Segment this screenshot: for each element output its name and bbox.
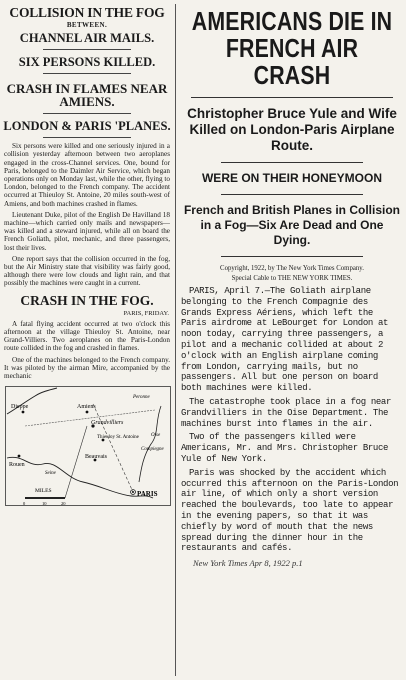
- map-label-thieuloy: Thieuloy St. Antoine: [97, 435, 139, 441]
- divider: [43, 137, 131, 138]
- left-headline-6: CRASH IN THE FOG.: [20, 292, 154, 308]
- right-paragraph-4: Paris was shocked by the accident which occurred this afternoon on the Paris-London air line, of which only a short version reached the boulevards, too late to appear in the evening papers, so that it was chiefly by word of mouth that the news spread during the dinner hour in the restaurants and cafés.: [181, 467, 399, 554]
- right-deck-3: French and British Planes in Collision in a Fog—Six Are Dead and One Dying.: [183, 203, 401, 247]
- divider: [191, 97, 393, 98]
- divider: [221, 256, 363, 257]
- copyright-line: Copyright, 1922, by The New York Times Company.: [220, 265, 364, 272]
- map-label-beauvais: Beauvais: [85, 454, 107, 461]
- column-divider: [175, 4, 176, 676]
- left-headline-3: SIX PERSONS KILLED.: [18, 54, 156, 69]
- left-headline-2: CHANNEL AIR MAILS.: [19, 30, 155, 45]
- left-between: BETWEEN.: [66, 21, 108, 30]
- map-label-oise: Oise: [151, 433, 161, 439]
- left-paragraph-5: One of the machines belonged to the French company. It was piloted by the airman Mire, accompanied by the mechanic: [4, 355, 170, 381]
- map-label-miles: MILES: [35, 488, 52, 495]
- left-paragraph-4: A fatal flying accident occurred at two o'clock this afternoon at the village Thieuloy St. Antoine, near Grand-Villiers. Two aeroplanes on the Paris-London route collided in the fog and crashed in flames.: [4, 319, 170, 353]
- right-paragraph-3: Two of the passengers killed were Americans, Mr. and Mrs. Christopher Bruce Yule of New York.: [181, 432, 389, 464]
- left-headline: COLLISION IN THE FOG: [9, 5, 165, 20]
- map-label-dieppe: Dieppe: [11, 404, 29, 411]
- source-caption: New York Times Apr 8, 1922 p.1: [193, 558, 303, 569]
- map-label-grandvilliers: Grandvilliers: [91, 420, 124, 427]
- map-label-seine: Seine: [45, 471, 56, 477]
- right-paragraph-2: The catastrophe took place in a fog near Grandvilliers in the Oise Department. The machines burst into flames in the air.: [181, 396, 392, 429]
- map-scale-0: 0: [23, 501, 26, 507]
- map-label-paris: PARIS: [137, 490, 158, 499]
- map-scale-20: 20: [61, 501, 66, 507]
- map-label-rouen: Rouen: [9, 462, 25, 469]
- left-headline-4: CRASH IN FLAMES NEAR AMIENS.: [6, 80, 168, 110]
- divider: [221, 194, 363, 195]
- right-article-column: [181, 2, 403, 678]
- right-paragraph-1: PARIS, April 7.—The Goliath airplane belonging to the French Compagnie des Grands Express Aériens, which left the Paris airdrome at LeBourget for London at noon today, carrying three passengers, a pilot and a mechanic collided at about 2 o'clock with an English airplane coming from London, carrying mails, but no passengers. All but one person on board both machines were killed.: [181, 286, 389, 394]
- left-headline-5: LONDON & PARIS 'PLANES.: [3, 119, 171, 134]
- map-label-peronne: Peronne: [133, 395, 150, 401]
- left-paragraph-2: Lieutenant Duke, pilot of the English De Havilland 18 machine—which carried only mails and newspapers—was killed and a steward injured, while all on board the French Goliath, pilot, mechanic, and three passengers, lost their lives.: [4, 210, 170, 252]
- special-cable-line: Special Cable to THE NEW YORK TIMES.: [231, 275, 353, 282]
- divider: [43, 113, 131, 114]
- map-scale-10: 10: [42, 501, 47, 507]
- map-label-amiens: Amiens: [77, 404, 96, 411]
- crash-location-map: [5, 386, 171, 506]
- left-paragraph-3: One report says that the collision occurred in the fog, but the Air Ministry state that visibility was fairly good, although there were low clouds and light rain, and that possibly the machines were caught in a current.: [4, 254, 170, 288]
- left-dateline: PARIS, FRIDAY.: [123, 309, 169, 317]
- right-deck-1: Christopher Bruce Yule and Wife Killed on London-Paris Airplane Route.: [187, 106, 397, 153]
- divider: [43, 49, 131, 50]
- left-article-column: [3, 2, 171, 678]
- left-paragraph-1: Six persons were killed and one seriously injured in a collision yesterday afternoon between two aeroplanes engaged in the cross-Channel services. One, bound for Paris, belonged to the Daimler Air Service, which began operations only on Monday last, while the other, flying to London, belonged to the French company. The accident occurred at Thieuloy St. Antoine, 20 miles south-west of Amiens, and both machines crashed in flames.: [4, 142, 170, 208]
- right-deck-2: WERE ON THEIR HONEYMOON: [201, 171, 382, 185]
- divider: [221, 162, 363, 163]
- divider: [43, 73, 131, 74]
- map-label-compiegne: Compiegne: [141, 447, 164, 453]
- right-headline: AMERICANS DIE IN FRENCH AIR CRASH: [191, 6, 393, 90]
